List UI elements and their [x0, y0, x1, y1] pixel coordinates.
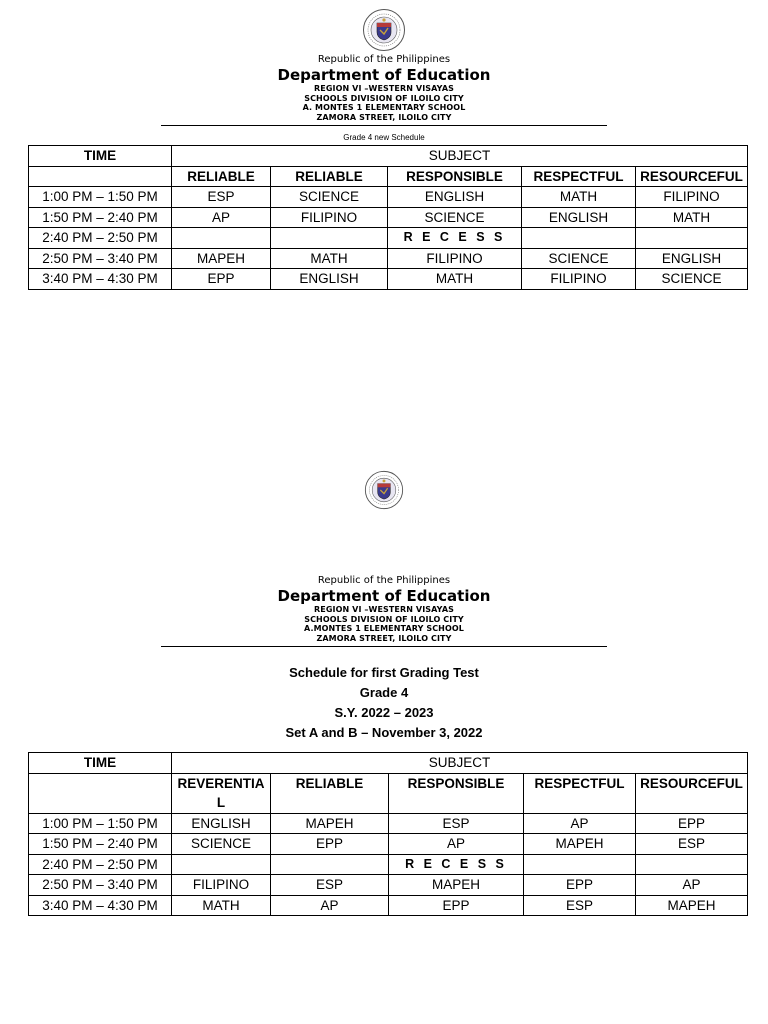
empty-cell — [271, 854, 389, 875]
table-row — [29, 248, 748, 269]
table-row — [29, 207, 748, 228]
time-cell: 3:40 PM – 4:30 PM — [29, 269, 172, 290]
section-header: RELIABLE — [172, 166, 271, 187]
table-row — [29, 834, 748, 855]
subject-cell: EPP — [636, 813, 748, 834]
empty-cell — [271, 228, 388, 249]
subject-cell: FILIPINO — [271, 207, 388, 228]
empty-cell — [522, 228, 636, 249]
empty-cell — [29, 166, 172, 187]
letterhead-2 — [0, 575, 768, 647]
subject-cell: AP — [271, 895, 389, 916]
subject-cell: EPP — [524, 875, 636, 896]
time-header: TIME — [29, 753, 172, 774]
subject-header: SUBJECT — [172, 146, 748, 167]
subject-cell: FILIPINO — [388, 248, 522, 269]
section-header: REVERENTIAL — [172, 773, 271, 813]
recess-row — [29, 854, 748, 875]
schedule-1-table — [28, 145, 748, 290]
table-row — [29, 875, 748, 896]
department-title: Department of Education — [277, 587, 491, 605]
time-cell: 2:50 PM – 3:40 PM — [29, 875, 172, 896]
subject-cell: ESP — [524, 895, 636, 916]
section-header: RESOURCEFUL — [636, 773, 748, 813]
schedule-2-set: Set A and B – November 3, 2022 — [285, 725, 483, 740]
schedule-2-title: Schedule for first Grading Test — [289, 665, 479, 680]
empty-cell — [524, 854, 636, 875]
department-title: Department of Education — [277, 66, 491, 84]
subject-cell: MATH — [388, 269, 522, 290]
table-row — [29, 187, 748, 208]
section-header-row — [29, 166, 748, 187]
subject-cell: ESP — [172, 187, 271, 208]
subject-cell: EPP — [389, 895, 524, 916]
time-cell: 3:40 PM – 4:30 PM — [29, 895, 172, 916]
section-header: RELIABLE — [271, 773, 389, 813]
subject-cell: MATH — [271, 248, 388, 269]
recess-cell: R E C E S S — [389, 854, 524, 875]
region-label: REGION VI –WESTERN VISAYAS — [314, 605, 454, 614]
empty-cell — [172, 228, 271, 249]
subject-cell: SCIENCE — [522, 248, 636, 269]
subject-cell: FILIPINO — [636, 187, 748, 208]
schedule-2-table — [28, 752, 748, 916]
division-label: SCHOOLS DIVISION OF ILOILO CITY — [304, 614, 464, 624]
subject-cell: SCIENCE — [172, 834, 271, 855]
section-header: RESOURCEFUL — [636, 166, 748, 187]
empty-cell — [29, 773, 172, 813]
subject-cell: AP — [172, 207, 271, 228]
subject-cell: ESP — [636, 834, 748, 855]
region-label: REGION VI –WESTERN VISAYAS — [314, 84, 454, 93]
table-row — [29, 813, 748, 834]
time-cell: 1:00 PM – 1:50 PM — [29, 813, 172, 834]
division-label: SCHOOLS DIVISION OF ILOILO CITY — [304, 93, 464, 103]
subject-cell: SCIENCE — [636, 269, 748, 290]
school-label: A. MONTES 1 ELEMENTARY SCHOOL — [302, 103, 466, 112]
subject-cell: MAPEH — [524, 834, 636, 855]
subject-cell: MATH — [636, 207, 748, 228]
section-header: RESPONSIBLE — [388, 166, 522, 187]
subject-cell: ENGLISH — [172, 813, 271, 834]
empty-cell — [636, 854, 748, 875]
deped-seal-icon — [362, 8, 406, 52]
subject-cell: ENGLISH — [522, 207, 636, 228]
time-cell: 2:50 PM – 3:40 PM — [29, 248, 172, 269]
schedule-2-grade: Grade 4 — [359, 685, 409, 700]
schedule-2-titles — [0, 663, 768, 743]
subject-cell: MAPEH — [271, 813, 389, 834]
subject-cell: AP — [636, 875, 748, 896]
subject-cell: MAPEH — [389, 875, 524, 896]
subject-cell: MATH — [172, 895, 271, 916]
address-label: ZAMORA STREET, ILOILO CITY — [316, 112, 452, 122]
section-header: RESPECTFUL — [524, 773, 636, 813]
subject-cell: AP — [389, 834, 524, 855]
subject-cell: SCIENCE — [271, 187, 388, 208]
subject-cell: FILIPINO — [522, 269, 636, 290]
header-divider — [161, 125, 607, 126]
table-header-row — [29, 753, 748, 774]
republic-label: Republic of the Philippines — [317, 54, 451, 65]
subject-cell: AP — [524, 813, 636, 834]
subject-cell: EPP — [271, 834, 389, 855]
subject-cell: MAPEH — [636, 895, 748, 916]
republic-label: Republic of the Philippines — [317, 575, 451, 586]
header-divider — [161, 646, 607, 647]
school-label: A.MONTES 1 ELEMENTARY SCHOOL — [304, 624, 464, 633]
time-cell: 2:40 PM – 2:50 PM — [29, 228, 172, 249]
empty-cell — [172, 854, 271, 875]
subject-header: SUBJECT — [172, 753, 748, 774]
empty-cell — [636, 228, 748, 249]
deped-seal-icon — [364, 470, 404, 510]
subject-cell: SCIENCE — [388, 207, 522, 228]
subject-cell: EPP — [172, 269, 271, 290]
time-cell: 1:50 PM – 2:40 PM — [29, 207, 172, 228]
subject-cell: MAPEH — [172, 248, 271, 269]
time-cell: 1:00 PM – 1:50 PM — [29, 187, 172, 208]
table-header-row — [29, 146, 748, 167]
subject-cell: MATH — [522, 187, 636, 208]
time-header: TIME — [29, 146, 172, 167]
subject-cell: ESP — [389, 813, 524, 834]
subject-cell: ESP — [271, 875, 389, 896]
recess-row — [29, 228, 748, 249]
address-label: ZAMORA STREET, ILOILO CITY — [316, 633, 452, 643]
section-header: RELIABLE — [271, 166, 388, 187]
recess-cell: R E C E S S — [388, 228, 522, 249]
letterhead-1 — [0, 8, 768, 126]
subject-cell: FILIPINO — [172, 875, 271, 896]
seal-2-wrap — [0, 470, 768, 510]
time-cell: 1:50 PM – 2:40 PM — [29, 834, 172, 855]
table-row — [29, 895, 748, 916]
time-cell: 2:40 PM – 2:50 PM — [29, 854, 172, 875]
section-header: RESPONSIBLE — [389, 773, 524, 813]
subject-cell: ENGLISH — [636, 248, 748, 269]
subject-cell: ENGLISH — [271, 269, 388, 290]
section-header: RESPECTFUL — [522, 166, 636, 187]
section-header-row — [29, 773, 748, 813]
schedule-2-school-year: S.Y. 2022 – 2023 — [334, 705, 434, 720]
table-row — [29, 269, 748, 290]
subject-cell: ENGLISH — [388, 187, 522, 208]
schedule-1-caption: Grade 4 new Schedule — [343, 133, 425, 142]
